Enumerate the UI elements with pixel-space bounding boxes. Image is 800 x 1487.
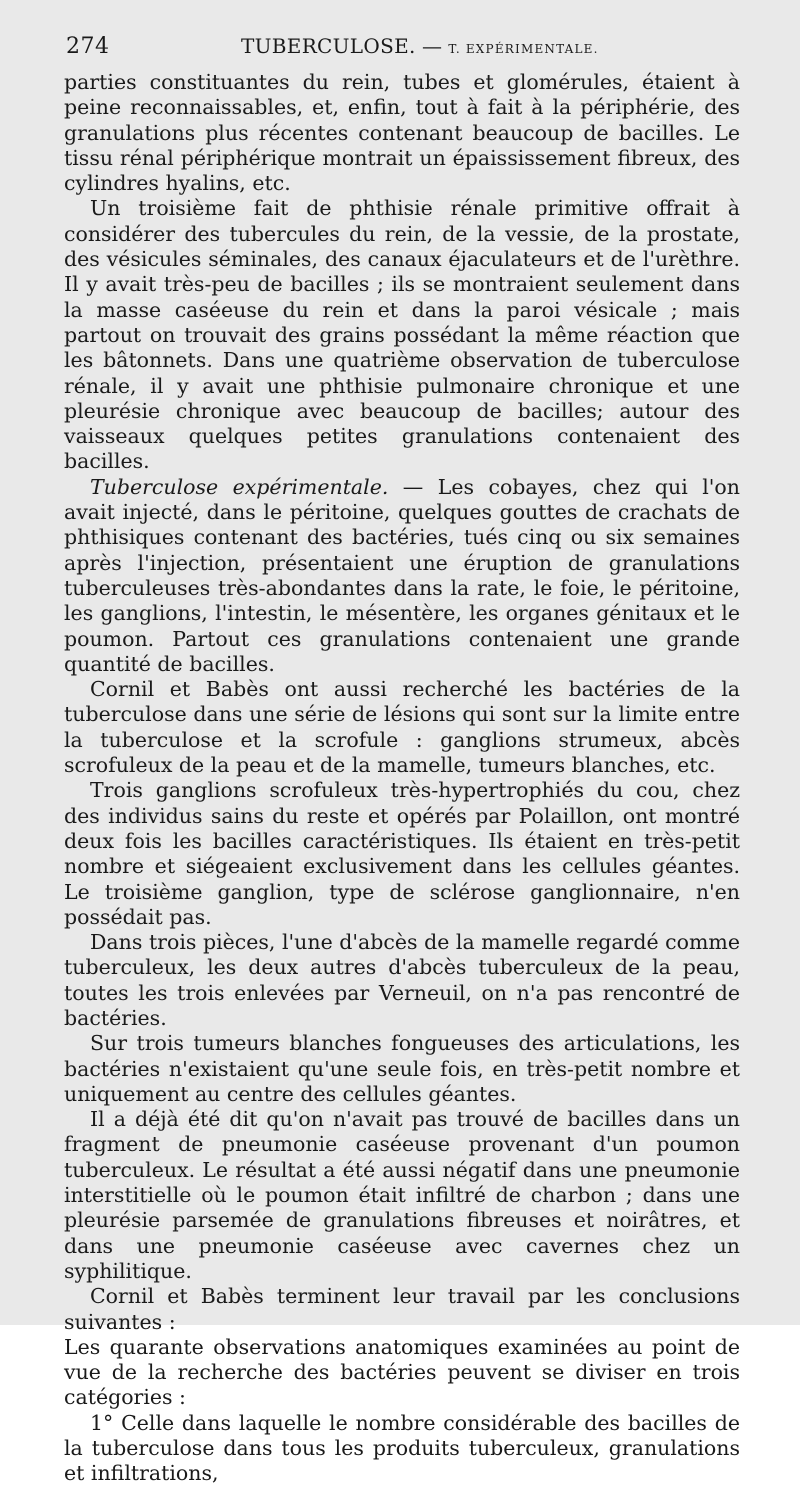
running-title-dash: — (415, 34, 449, 58)
page-number: 274 (66, 34, 110, 59)
paragraph-9: Cornil et Babès terminent leur travail par les conclusions suivantes : (64, 1284, 740, 1334)
paragraph-3 (64, 475, 740, 677)
paragraph-7: Sur trois tumeurs blanches fongueuses des articulations, les bactéries n'existaient qu'une seule fois, en très-petit nombre et uniquement au centre des cellules géantes. (64, 1031, 740, 1106)
paragraph-3-text: — Les cobayes, chez qui l'on avait injecté, dans le péritoine, quelques gouttes de crachats de phthisiques contenant des bactéries, tués cinq ou six semaines après l'injection, présentaient une éruption de granulations tuberculeuses très-abondantes dans la rate, le foie, le péritoine, les ganglions, l'intestin, le mésentère, les organes génitaux et le poumon. Partout ces granulations contenaient une grande quantité de bacilles. (64, 474, 740, 676)
running-header (66, 34, 738, 64)
paragraph-10: Les quarante observations anatomiques examinées au point de vue de la recherche des bactéries peuvent se diviser en trois catégories : (64, 1334, 740, 1410)
body-text (64, 70, 740, 1487)
running-title-main: TUBERCULOSE. (241, 34, 416, 58)
paragraph-1: parties constituantes du rein, tubes et glomérules, étaient à peine reconnaissables, et, enfin, tout à fait à la périphérie, des granulations plus récentes contenant beaucoup de bacilles. Le tissu rénal périphérique montrait un épaississement fibreux, des cylindres hyalins, etc. (64, 70, 740, 196)
running-title-sub: T. EXPÉRIMENTALE. (448, 42, 599, 56)
paragraph-5: Trois ganglions scrofuleux très-hypertrophiés du cou, chez des individus sains du reste et opérés par Polaillon, ont montré deux fois les bacilles caractéristiques. Ils étaient en très-petit nombre et siégeaient exclusivement dans les cellules géantes. Le troisième ganglion, type de sclérose ganglionnaire, n'en possédait pas. (64, 778, 740, 929)
paragraph-4: Cornil et Babès ont aussi recherché les bactéries de la tuberculose dans une série de lésions qui sont sur la limite entre la tuberculose et la scrofule : ganglions strumeux, abcès scrofuleux de la peau et de la mamelle, tumeurs blanches, etc. (64, 677, 740, 778)
running-title (241, 34, 599, 58)
paragraph-6: Dans trois pièces, l'une d'abcès de la mamelle regardé comme tuberculeux, les deux autres d'abcès tuberculeux de la peau, toutes les trois enlevées par Verneuil, on n'a pas rencontré de bactéries. (64, 930, 740, 1030)
paragraph-11: 1° Celle dans laquelle le nombre considérable des bacilles de la tuberculose dans tous les produits tuberculeux, granulations et infiltrations, (64, 1410, 740, 1486)
section-heading-tuberculose-experimentale: Tuberculose expérimentale. (90, 474, 389, 499)
paragraph-2: Un troisième fait de phthisie rénale primitive offrait à considérer des tubercules du rein, de la vessie, de la prostate, des vésicules séminales, des canaux éjaculateurs et de l'urèthre. Il y avait très-peu de bacilles ; ils se montraient seulement dans la masse caséeuse du rein et dans la paroi vésicale ; mais partout on trouvait des grains possédant la même réaction que les bâtonnets. Dans une quatrième observation de tuberculose rénale, il y avait une phthisie pulmonaire chronique et une pleurésie chronique avec beaucoup de bacilles; autour des vaisseaux quelques petites granulations contenaient des bacilles. (64, 196, 740, 474)
paragraph-8: Il a déjà été dit qu'on n'avait pas trouvé de bacilles dans un fragment de pneumonie caséeuse provenant d'un poumon tuberculeux. Le résultat a été aussi négatif dans une pneumonie interstitielle où le poumon était infiltré de charbon ; dans une pleurésie parsemée de granulations fibreuses et noirâtres, et dans une pneumonie caséeuse avec cavernes chez un syphilitique. (64, 1107, 740, 1283)
